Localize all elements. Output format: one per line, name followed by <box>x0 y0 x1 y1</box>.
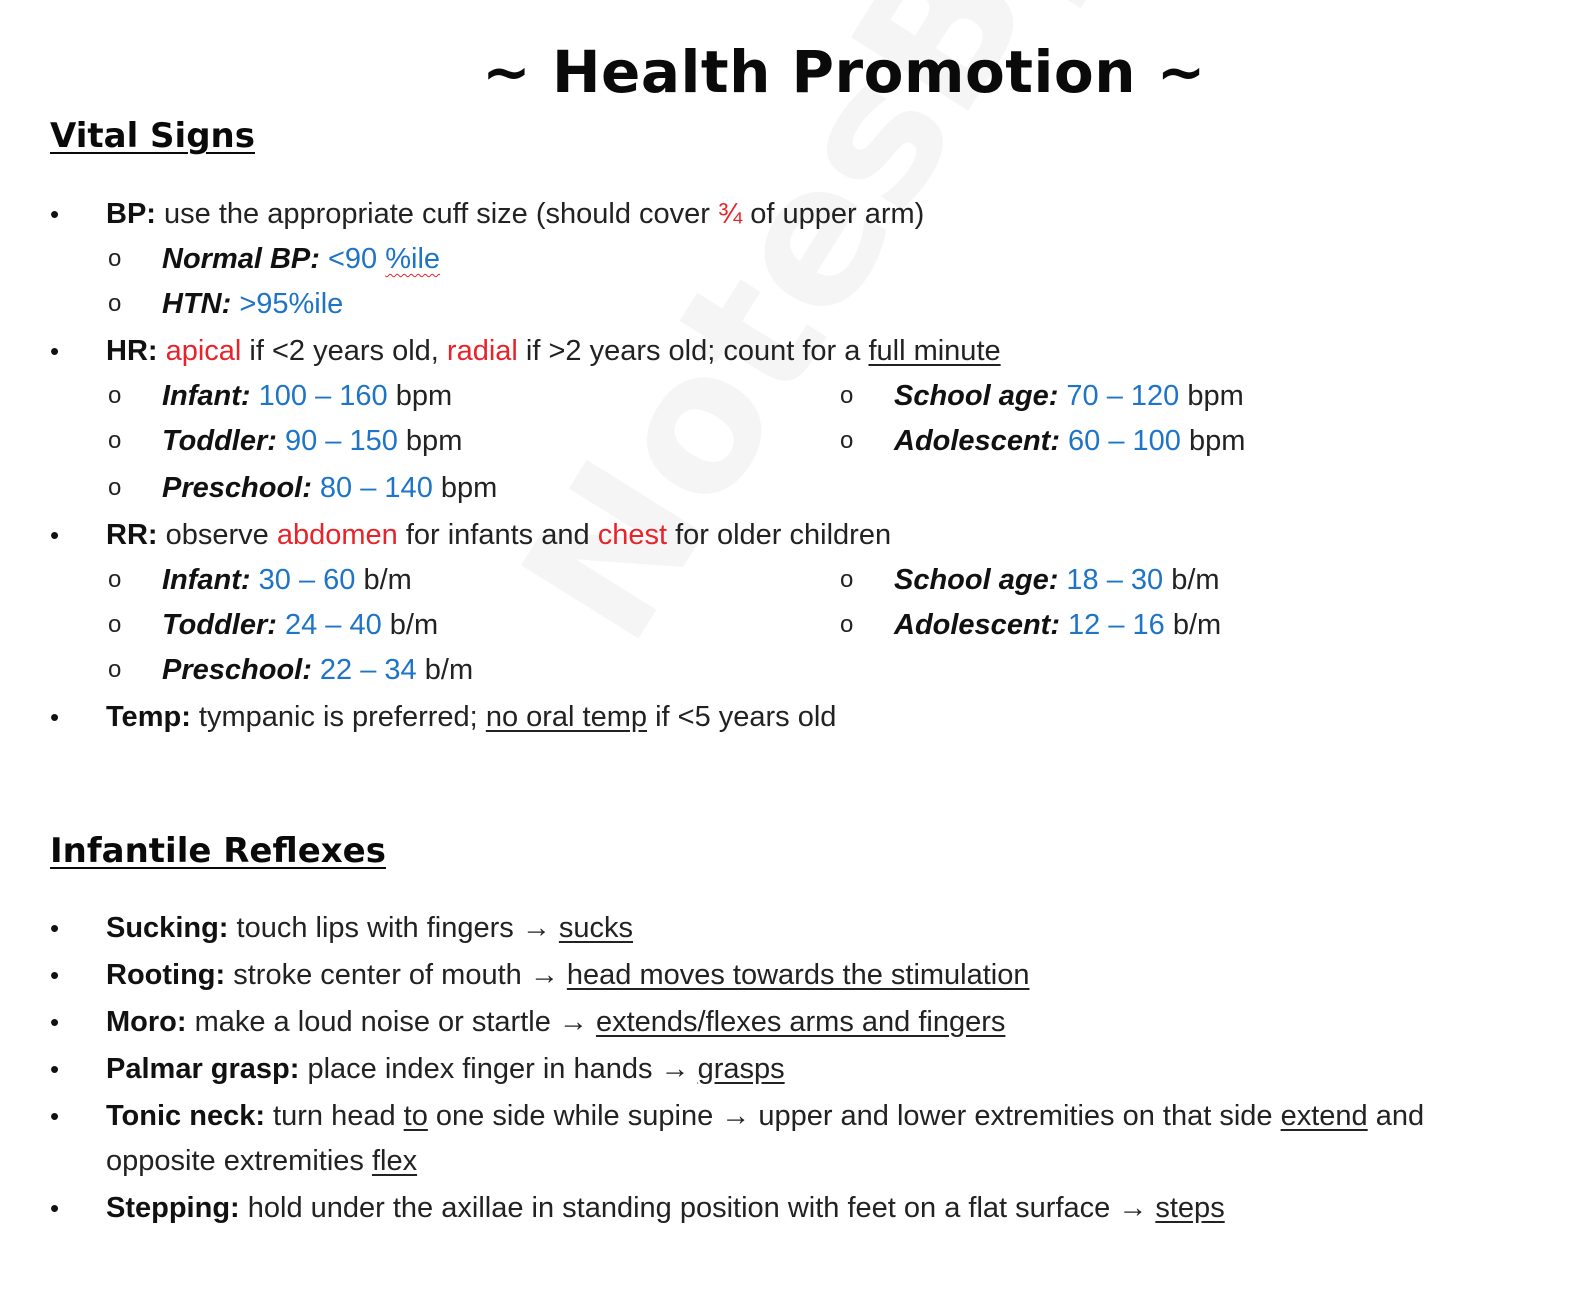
hr-adolescent-value: 60 – 100 <box>1059 425 1181 457</box>
reflex-sucking-label: Sucking: <box>106 912 229 944</box>
bullet: • <box>50 960 60 990</box>
rr-adolescent-line <box>894 607 1221 643</box>
temp-line <box>106 699 836 735</box>
reflex-tonic-to: to <box>403 1100 428 1132</box>
rr-text-2: for infants and <box>397 519 598 551</box>
hr-text-1: if <2 years old, <box>241 335 447 367</box>
reflex-rooting-text: stroke center of mouth → <box>225 959 567 991</box>
hr-preschool-value: 80 – 140 <box>311 472 433 504</box>
rr-school-value: 18 – 30 <box>1058 564 1164 596</box>
temp-text-2: if <5 years old <box>647 701 837 733</box>
bp-fraction: ¾ <box>718 198 743 230</box>
sub-bullet: o <box>840 382 854 409</box>
rr-preschool-unit: b/m <box>416 654 474 686</box>
section-heading-vital-signs: Vital Signs <box>50 116 255 156</box>
sub-bullet: o <box>108 566 122 593</box>
rr-school-label: School age: <box>894 564 1059 596</box>
reflex-tonic-text-2: one side while supine → upper and lower extremities on that side <box>427 1100 1281 1132</box>
rr-toddler-line <box>162 607 438 643</box>
hr-preschool-unit: bpm <box>432 472 498 504</box>
rr-text-3: for older children <box>667 519 892 551</box>
sub-bullet: o <box>108 474 122 501</box>
hr-text-2: if >2 years old; count for a <box>517 335 869 367</box>
rr-abdomen: abdomen <box>276 519 398 551</box>
reflex-palmar-result: grasps <box>697 1053 785 1085</box>
hr-toddler-unit: bpm <box>397 425 463 457</box>
hr-line <box>106 333 1001 369</box>
rr-infant-unit: b/m <box>355 564 412 596</box>
hr-radial: radial <box>446 335 518 367</box>
reflex-sucking-text: touch lips with fingers → <box>228 912 559 944</box>
bullet: • <box>50 913 60 943</box>
rr-school-unit: b/m <box>1163 564 1220 596</box>
reflex-moro-text: make a loud noise or startle → <box>186 1006 596 1038</box>
bullet: • <box>50 702 60 732</box>
rr-preschool-label: Preschool: <box>162 654 312 686</box>
bp-htn-line <box>162 286 343 322</box>
reflex-palmar-label: Palmar grasp: <box>106 1053 300 1085</box>
hr-adolescent-line <box>894 423 1245 459</box>
reflex-moro-result: extends/flexes arms and fingers <box>595 1006 1006 1038</box>
sub-bullet: o <box>108 427 122 454</box>
rr-toddler-unit: b/m <box>381 609 439 641</box>
hr-infant-value: 100 – 160 <box>250 380 388 412</box>
bp-normal-line <box>162 241 440 277</box>
reflex-tonic-text-1: turn head <box>265 1100 404 1132</box>
bp-normal-value: <90 <box>319 243 386 275</box>
rr-infant-value: 30 – 60 <box>250 564 356 596</box>
bp-htn-label: HTN: <box>162 288 232 320</box>
bullet: • <box>50 1101 60 1131</box>
rr-infant-line <box>162 562 412 598</box>
reflex-tonic-extend: extend <box>1280 1100 1368 1132</box>
hr-school-line <box>894 378 1244 414</box>
reflex-stepping-label: Stepping: <box>106 1192 240 1224</box>
rr-school-line <box>894 562 1220 598</box>
reflex-palmar-line <box>106 1051 785 1087</box>
reflex-tonic-line <box>106 1098 1424 1134</box>
sub-bullet: o <box>840 611 854 638</box>
reflex-tonic-flex: flex <box>371 1145 418 1177</box>
sub-bullet: o <box>108 382 122 409</box>
bp-label: BP: <box>106 198 156 230</box>
reflex-rooting-result: head moves towards the stimulation <box>566 959 1030 991</box>
reflex-stepping-line <box>106 1190 1225 1226</box>
hr-toddler-value: 90 – 150 <box>276 425 398 457</box>
rr-adolescent-label: Adolescent: <box>894 609 1060 641</box>
hr-toddler-label: Toddler: <box>162 425 277 457</box>
sub-bullet: o <box>108 611 122 638</box>
temp-no-oral: no oral temp <box>485 701 648 733</box>
bullet: • <box>50 199 60 229</box>
sub-bullet: o <box>108 245 122 272</box>
hr-adolescent-label: Adolescent: <box>894 425 1060 457</box>
reflex-sucking-result: sucks <box>558 912 634 944</box>
hr-infant-label: Infant: <box>162 380 251 412</box>
reflex-rooting-label: Rooting: <box>106 959 226 991</box>
rr-label: RR: <box>106 519 158 551</box>
hr-adolescent-unit: bpm <box>1180 425 1246 457</box>
bp-text-1: use the appropriate cuff size (should cover <box>155 198 719 230</box>
hr-preschool-label: Preschool: <box>162 472 312 504</box>
hr-school-label: School age: <box>894 380 1059 412</box>
hr-school-unit: bpm <box>1179 380 1244 412</box>
temp-label: Temp: <box>106 701 191 733</box>
hr-label: HR: <box>106 335 158 367</box>
bullet: • <box>50 1007 60 1037</box>
reflex-stepping-text: hold under the axillae in standing position with feet on a flat surface → <box>239 1192 1156 1224</box>
hr-school-value: 70 – 120 <box>1058 380 1180 412</box>
rr-chest: chest <box>597 519 668 551</box>
bp-htn-value: >95%ile <box>231 288 344 320</box>
reflex-tonic-label: Tonic neck: <box>106 1100 265 1132</box>
reflex-tonic-line2-text: opposite extremities <box>106 1145 372 1177</box>
hr-infant-unit: bpm <box>387 380 453 412</box>
reflex-sucking-line <box>106 910 633 946</box>
rr-preschool-value: 22 – 34 <box>311 654 417 686</box>
bp-line <box>106 196 924 232</box>
hr-full-minute: full minute <box>868 335 1001 367</box>
reflex-moro-line <box>106 1004 1005 1040</box>
hr-toddler-line <box>162 423 462 459</box>
sub-bullet: o <box>108 656 122 683</box>
bullet: • <box>50 1054 60 1084</box>
bullet: • <box>50 1193 60 1223</box>
hr-preschool-line <box>162 470 497 506</box>
rr-text-1: observe <box>157 519 277 551</box>
reflex-rooting-line <box>106 957 1030 993</box>
rr-adolescent-unit: b/m <box>1164 609 1222 641</box>
rr-line <box>106 517 891 553</box>
bullet: • <box>50 520 60 550</box>
reflex-tonic-text-3: and <box>1367 1100 1425 1132</box>
reflex-moro-label: Moro: <box>106 1006 187 1038</box>
sub-bullet: o <box>108 290 122 317</box>
hr-apical: apical <box>157 335 242 367</box>
sub-bullet: o <box>840 427 854 454</box>
rr-toddler-label: Toddler: <box>162 609 277 641</box>
hr-infant-line <box>162 378 452 414</box>
bullet: • <box>50 336 60 366</box>
bp-normal-value-unit: %ile <box>385 243 441 275</box>
sub-bullet: o <box>840 566 854 593</box>
rr-adolescent-value: 12 – 16 <box>1059 609 1165 641</box>
rr-toddler-value: 24 – 40 <box>276 609 382 641</box>
bp-text-2: of upper arm) <box>742 198 925 230</box>
rr-preschool-line <box>162 652 473 688</box>
temp-text-1: tympanic is preferred; <box>190 701 486 733</box>
reflex-palmar-text: place index finger in hands → <box>299 1053 698 1085</box>
reflex-tonic-line-2 <box>106 1143 417 1179</box>
bp-normal-label: Normal BP: <box>162 243 320 275</box>
page-title: ~ Health Promotion ~ <box>482 38 1206 106</box>
rr-infant-label: Infant: <box>162 564 251 596</box>
section-heading-infantile-reflexes: Infantile Reflexes <box>50 831 386 871</box>
reflex-stepping-result: steps <box>1155 1192 1225 1224</box>
